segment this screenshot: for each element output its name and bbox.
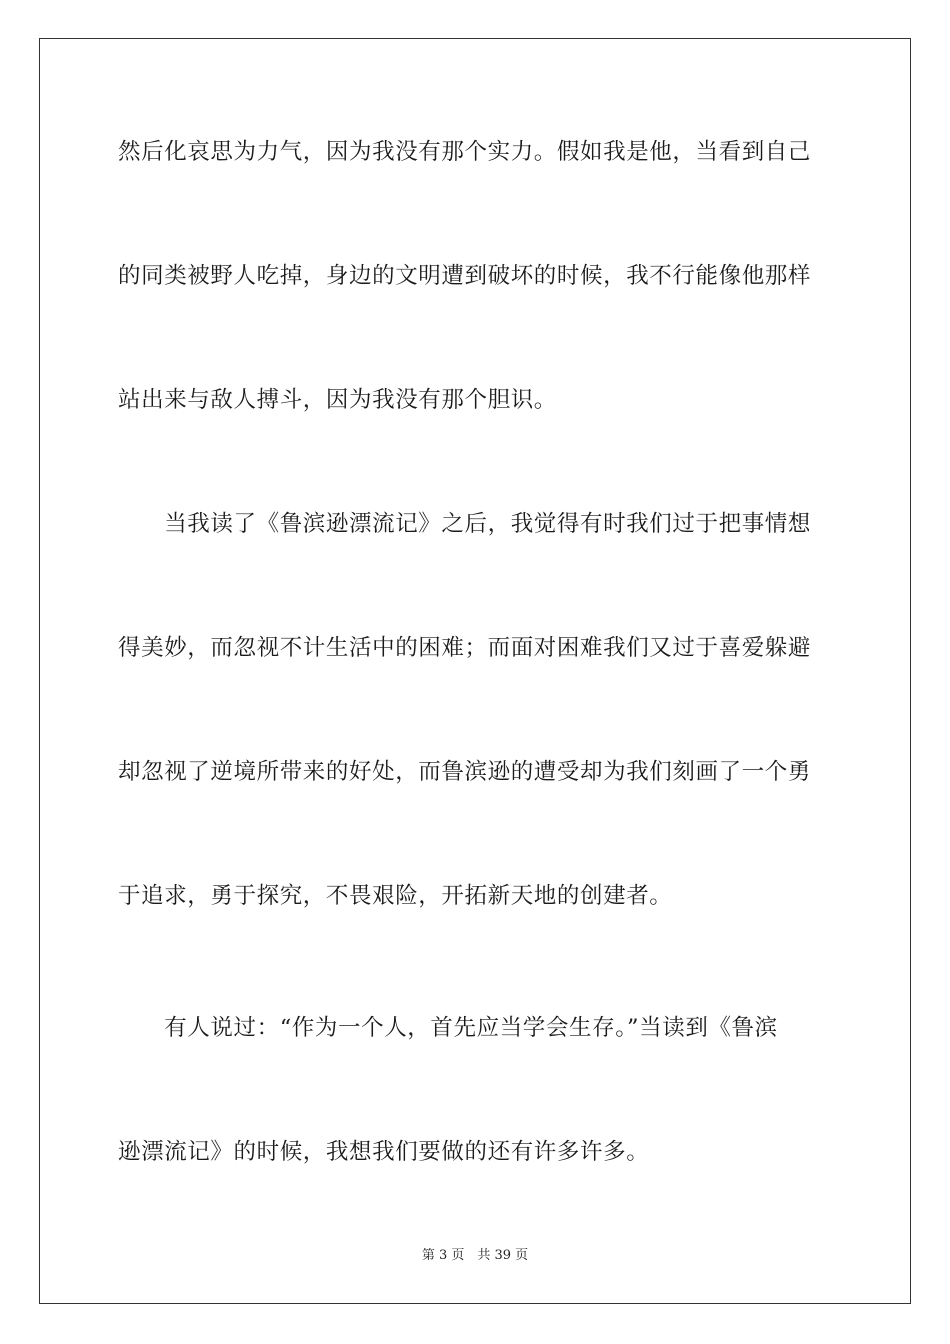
body-text-line: 当我读了《鲁滨逊漂流记》之后，我觉得有时我们过于把事情想 <box>118 511 812 537</box>
body-text-line: 的同类被野人吃掉，身边的文明遭到破坏的时候，我不行能像他那样 <box>118 263 812 289</box>
page-number-footer: 第 3 页 共 39 页 <box>421 1248 529 1263</box>
body-text-line: 逊漂流记》的时候，我想我们要做的还有许多许多。 <box>118 1139 650 1165</box>
body-text-line: 于追求，勇于探究，不畏艰险，开拓新天地的创建者。 <box>118 883 673 909</box>
body-text-line: 然后化哀思为力气，因为我没有那个实力。假如我是他，当看到自己 <box>118 139 812 165</box>
body-text-line: 却忽视了逆境所带来的好处，而鲁滨逊的遭受却为我们刻画了一个勇 <box>118 759 812 785</box>
page-border <box>39 38 911 1304</box>
body-text-line: 站出来与敌人搏斗，因为我没有那个胆识。 <box>118 387 557 413</box>
body-text-line: 得美妙，而忽视不计生活中的困难；而面对困难我们又过于喜爱躲避 <box>118 635 812 661</box>
body-text-line: 有人说过：“作为一个人，首先应当学会生存。”当读到《鲁滨 <box>118 1015 778 1041</box>
